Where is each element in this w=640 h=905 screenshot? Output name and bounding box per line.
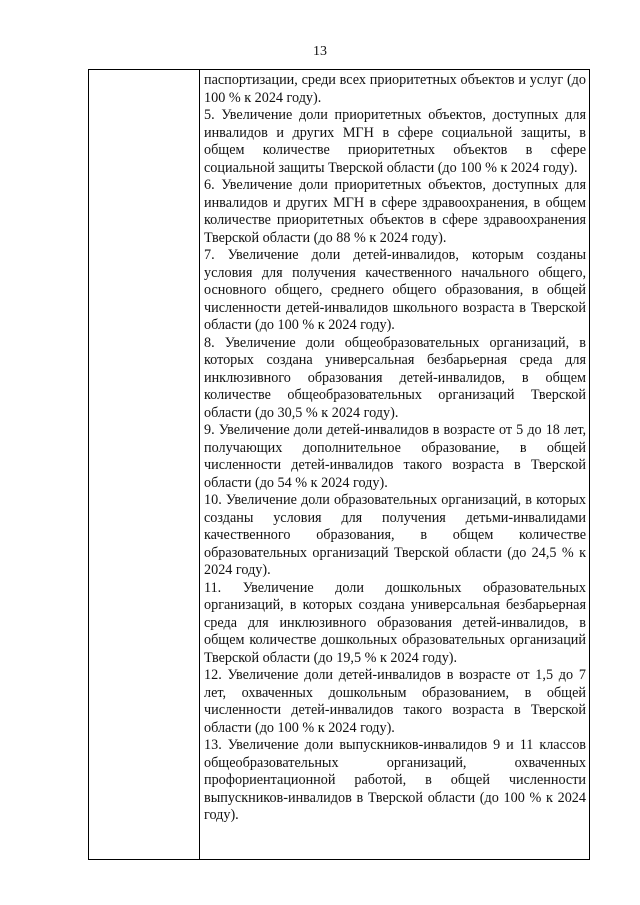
paragraph-item-11: 11. Увеличение доли дошкольных образовательных организаций, в которых создана универсальная безбарьерная среда для инклюзивного образования детей-инвалидов, в общем количестве дошкольных образовательных организаций Тверской области (до 19,5 % к 2024 году). bbox=[204, 579, 586, 666]
paragraph-item-7: 7. Увеличение доли детей-инвалидов, которым созданы условия для получения качественного начального общего, основного общего, среднего общего образования, в общей численности детей-инвалидов школьного возраста в Тверской области (до 100 % к 2024 году). bbox=[204, 247, 586, 333]
paragraph-item-5: 5. Увеличение доли приоритетных объектов, доступных для инвалидов и других МГН в сфере социальной защиты, в общем количестве приоритетных объектов в сфере социальной защиты Тверской области (до 100 % к 2024 году). bbox=[204, 107, 586, 176]
table-right-column bbox=[200, 70, 589, 859]
page-number: 13 bbox=[313, 44, 327, 59]
paragraph-item-9: 9. Увеличение доли детей-инвалидов в возрасте от 5 до 18 лет, получающих дополнительное образование, в общей численности детей-инвалидов такого возраста в Тверской области (до 54 % к 2024 году). bbox=[204, 422, 586, 491]
paragraph-item-12: 12. Увеличение доли детей-инвалидов в возрасте от 1,5 до 7 лет, охваченных дошкольным образованием, в общей численности детей-инвалидов такого возраста в Тверской области (до 100 % к 2024 году). bbox=[204, 667, 586, 736]
paragraph-item-13: 13. Увеличение доли выпускников-инвалидов 9 и 11 классов общеобразовательных организаций, охваченных профориентационной работой, в общей численности выпускников-инвалидов в Тверской области (до 100 % к 2024 году). bbox=[204, 737, 586, 823]
document-table bbox=[88, 69, 590, 860]
paragraph-continuation: паспортизации, среди всех приоритетных объектов и услуг (до 100 % к 2024 году). bbox=[204, 72, 586, 106]
paragraph-item-10: 10. Увеличение доли образовательных организаций, в которых созданы условия для получения детьми-инвалидами качественного образования, в общем количестве образовательных организаций Тверской области (до 24,5 % к 2024 году). bbox=[204, 492, 586, 578]
table-left-column bbox=[89, 70, 200, 859]
paragraph-item-6: 6. Увеличение доли приоритетных объектов, доступных для инвалидов и других МГН в сфере здравоохранения, в общем количестве приоритетных объектов в сфере здравоохранения Тверской области (до 88 % к 2024 году). bbox=[204, 177, 586, 246]
paragraph-item-8: 8. Увеличение доли общеобразовательных организаций, в которых создана универсальная безбарьерная среда для инклюзивного образования детей-инвалидов, в общем количестве общеобразовательных организаций Тверской области (до 30,5 % к 2024 году). bbox=[204, 334, 586, 421]
